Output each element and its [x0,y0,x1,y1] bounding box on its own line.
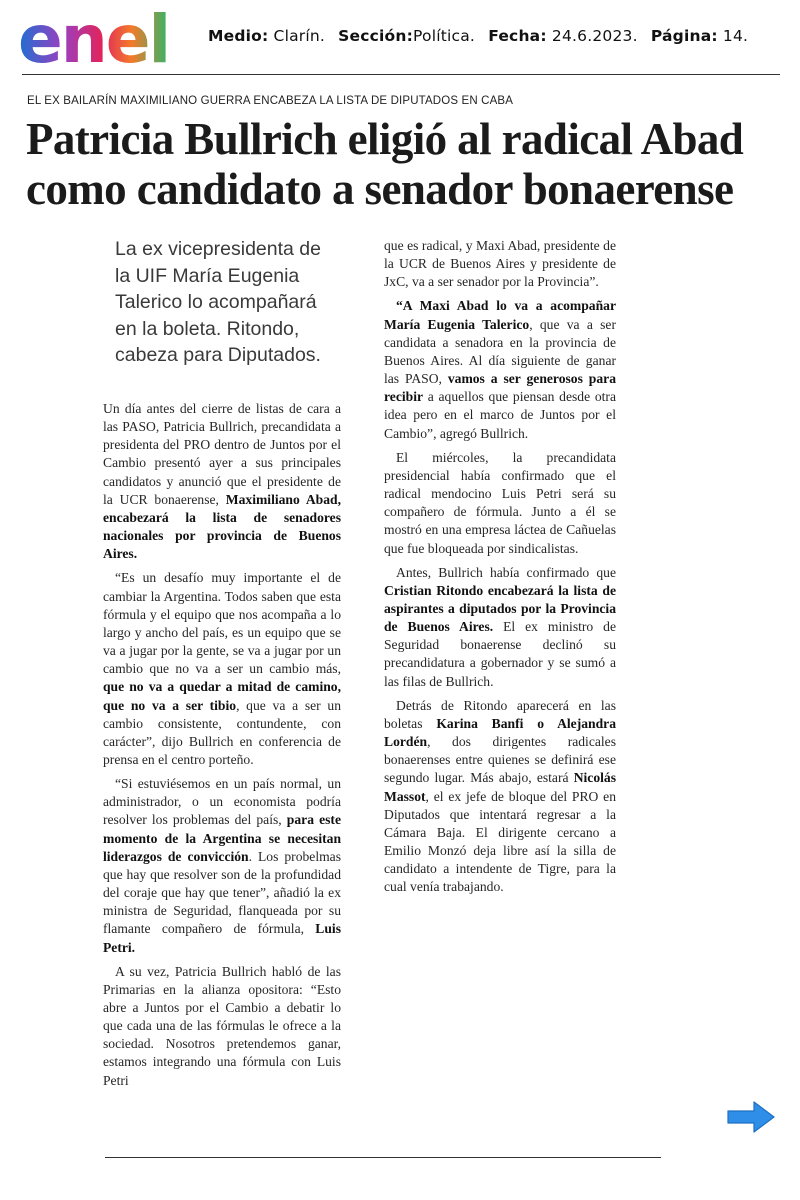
body-bold-text: que no va a quedar a mitad de camino, que no va a ser tibio [103,679,341,713]
body-text: . Los probelmas que hay que resolver son de la profundidad del coraje que hay que tener”, añadió la ex ministra de Seguridad, flanqueada por su flamante compañero de fórmula, [103,848,342,937]
seccion-label: Sección: [338,27,414,45]
body-paragraph [103,775,341,957]
body-text: , el ex jefe de bloque del PRO en Diputados que intentará regresar a la Cámara Baja. El dirigente cercano a Emilio Monzó deja libre así la silla de candidato a intendente de Tigre, para la cual venía trabajando. [384,788,616,895]
medio-value: Clarín. [273,27,326,45]
enel-logo-text: enel [18,6,170,68]
body-paragraph [384,297,616,442]
body-bold-text: Luis Petri. [103,921,341,955]
body-bold-text: Nicolás Massot [384,770,616,804]
body-text: “Si estuviésemos en un país normal, un administrador, o un economista podría resolver los problemas del país, [103,776,341,828]
body-bold-text: “A Maxi Abad lo va a acompañar María Eugenia Talerico [384,298,616,332]
body-bold-text: para este momento de la Argentina se necesitan liderazgos de convicción [103,812,341,864]
body-paragraph [384,697,616,897]
body-paragraph [103,400,341,563]
medio-label: Medio: [208,27,269,45]
body-text: El ex ministro de Seguridad bonaerense declinó su precandidatura a gobernador y se sumó a las filas de Bullrich. [384,619,616,689]
article-headline [26,114,796,214]
body-paragraph [103,569,341,769]
body-text: Antes, Bullrich había confirmado que [396,564,616,580]
deck-line: la UIF María Eugenia [115,264,300,287]
fecha-label: Fecha: [488,27,547,45]
pagina-value: 14. [722,27,749,45]
body-bold-text: vamos a ser generosos para recibir [384,371,616,405]
deck-line: La ex vicepresidenta de [115,238,321,260]
clipping-metadata [208,27,748,45]
headline-line: Patricia Bullrich eligió al radical Abad [26,114,744,164]
footer-divider [105,1157,661,1158]
clipping-header [0,0,800,76]
body-bold-text: Cristian Ritondo encabezará la lista de aspirantes a diputados por la Provincia de Buenos Aires. [384,582,616,635]
body-paragraph: El miércoles, la precandidata presidencial había confirmado que el radical mendocino Luis Petri será su compañero de fórmula. Junto a él se mostró en una empresa láctea de Cañuelas que fue bloqueada por sindicalistas. [384,449,616,556]
pagina-label: Página: [650,27,718,45]
body-bold-text: Maximiliano Abad, encabezará la lista de senadores nacionales por provincia de Buenos Aires. [103,491,341,562]
seccion-value: Política. [413,27,476,45]
body-text: , que va a ser un cambio consistente, contundente, con carácter”, dijo Bullrich en conferencia de prensa en el centro porteño. [103,697,341,767]
body-paragraph [384,564,616,691]
body-bold-text: Karina Banfi o Alejandra Lordén [384,715,616,750]
deck-line: en la boleta. Ritondo, [115,317,300,340]
body-text: , dos dirigentes radicales bonaerenses entre quienes se definirá ese segundo lugar. Más abajo, estará [384,734,616,786]
body-paragraph: que es radical, y Maxi Abad, presidente de la UCR de Buenos Aires y presidente de JxC, va a ser senador por la Provincia”. [384,238,616,290]
body-column-1 [103,400,341,1096]
body-text: , que va a ser candidata a senadora en la provincia de Buenos Aires. Al día siguiente de ganar las PASO, [384,316,616,387]
header-divider [22,74,780,75]
deck-line: Talerico lo acompañará [115,291,317,313]
body-text: “Es un desafío muy importante el de cambiar la Argentina. Todos saben que esta fórmula y el equipo que nos acompaña a lo largo y ancho del país, es un equipo que se va a jugar por la gente, se va a jugar por un cambio que no va a ser un cambio más, [103,570,341,677]
article-kicker: EL EX BAILARÍN MAXIMILIANO GUERRA ENCABEZA LA LISTA DE DIPUTADOS EN CABA [27,95,514,107]
body-column-2 [384,237,616,902]
body-text: a aquellos que piensan desde otra idea pero en el marco de Juntos por el Cambio”, agregó Bullrich. [384,389,616,441]
next-page-arrow-icon[interactable] [726,1100,776,1134]
deck-line: cabeza para Diputados. [115,344,321,366]
fecha-value: 24.6.2023. [551,27,638,45]
headline-line: como candidato a senador bonaerense [26,164,734,214]
body-text: Un día antes del cierre de listas de cara a las PASO, Patricia Bullrich, precandidata a presidenta del PRO dentro de Juntos por el Cambio presentó ayer a sus principales candidatos y anunció que el presidente de la UCR bonaerense, [103,401,341,507]
body-paragraph: A su vez, Patricia Bullrich habló de las Primarias en la alianza opositora: “Esto abre a Juntos por el Cambio a debatir lo que cada una de las fórmulas le ofrece a la sociedad. Nosotros pretendemos ganar, estamos integrando una fórmula con Luis Petri [103,963,341,1088]
enel-logo [18,6,183,68]
article-deck [115,236,365,369]
body-text: Detrás de Ritondo aparecerá en las boletas [384,697,616,731]
